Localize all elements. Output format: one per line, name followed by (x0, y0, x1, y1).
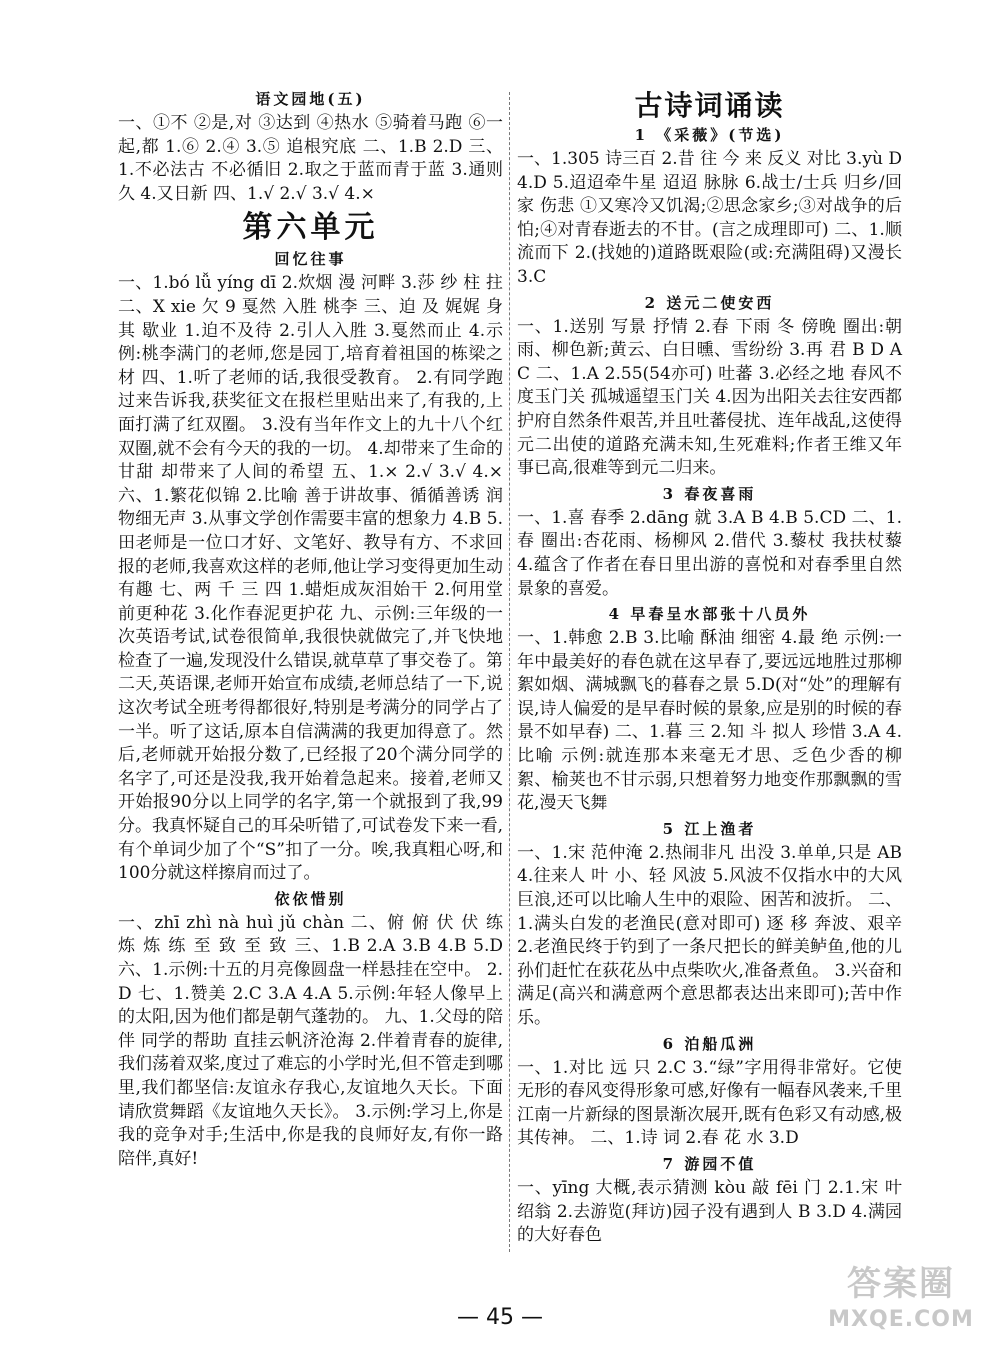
poem-title-4: 4 早春呈水部张十八员外 (608, 605, 811, 624)
poem-answers-2: 一、1.送别 写景 抒情 2.春 下雨 冬 傍晚 圈出:朝雨、柳色新;黄云、白日曛、雪纷纷 3.再 君 B D A C 二、1.A 2.55(54亦可) 吐蕃 3.必经之地 春风不度玉门关 孤城遥望玉门关 4.因为出阳关去往安西都护府自然条件艰苦,并且吐蕃侵扰、连年战乱,这使得元二出使的道路充满未知,生死难料;作者王维又年事已高,很难等到元二归来。 (517, 316, 902, 479)
poem-answers-1: 一、1.305 诗三百 2.昔 往 今 来 反义 对比 3.yù D 4.D 5.迢迢牵牛星 迢迢 脉脉 6.战士/士兵 归乡/回家 伤悲 ①又寒冷又饥渴;②思念家乡;③对战争的后怕;④对青春逝去的不甘。(言之成理即可) 二、1.顺流而下 2.(找她的)道路既艰险(或:充满阻碍)又漫长 3.C (517, 149, 902, 287)
poems-main-title: 古诗词诵读 (634, 89, 785, 122)
poem-title-3: 3 春夜喜雨 (662, 484, 757, 503)
poem-answers-6: 一、1.对比 远 只 2.C 3.“绿”字用得非常好。它使无形的春风变得形象可感,好像有一幅春风袭来,千里江南一片新绿的图景渐次展开,既有色彩又有动感,极其传神。 二、1.诗 词 2.春 花 水 3.D (517, 1057, 902, 1149)
poem-answers-7: 一、yīng 大概,表示猜测 kòu 敲 fēi 门 2.1.宋 叶绍翁 2.去游览(拜访)园子没有遇到人 B 3.D 4.满园的大好春色 (517, 1177, 902, 1246)
unit-title: 第六单元 (242, 210, 379, 246)
poem-title-1: 1 《采薇》(节选) (634, 126, 785, 144)
poem-title-7: 7 游园不值 (662, 1154, 757, 1173)
watermark-logo (812, 1262, 990, 1342)
section-answers-huiyi-wangshi: 一、1.bó lǚ yíng dī 2.炊烟 漫 河畔 3.莎 纱 柱 拄 二、X xie 欠 9 戛然 入胜 桃李 三、迫 及 娓娓 身 其 歇业 1.迫不及待 2.引人入胜 3.戛然而止 4.示例:桃李满门的老师,您是园丁,培育着祖国的栋梁之材 四、1.听了老师的话,我很受教育。 2.有同学跑过来告诉我,获奖征文在报栏里贴出来了,有我的,上面打满了红双圈。 3.没有当年作文上的九十八个红双圈,就不会有今天的我的一切。 4.却带来了生命的甘甜 却带来了人间的希望 五、1.× 2.√ 3.√ 4.× 六、1.繁花似锦 2.比喻 善于讲故事、循循善诱 润物细无声 3.从事文学创作需要丰富的想象力 4.B 5.田老师是一位口才好、文笔好、教导有方、不求回报的老师,我喜欢这样的老师,他让学习变得更加生动有趣 七、两 千 三 四 1.蜡炬成灰泪始干 2.何用堂前更种花 3.化作春泥更护花 九、示例:三年级的一次英语考试,试卷很简单,我很快就做完了,并飞快地检查了一遍,发现没什么错误,就草草了事交卷了。第二天,英语课,老师开始宣布成绩,老师总结了一下,说这次考试全班考得都很好,特别是考满分的同学占了一半。听了这话,原本自信满满的我更加得意了。然后,老师就开始报分数了,已经报了20个满分同学的名字了,可还是没我,我开始着急起来。接着,老师又开始报90分以上同学的名字,第一个就报到了我,99分。我真怀疑自己的耳朵听错了,可试卷发下来一看,有个单词少加了个“S”扣了一分。唉,我真粗心呀,和100分就这样擦肩而过了。 (118, 273, 503, 884)
watermark-url: MXQE.COM (828, 1307, 974, 1332)
section-title-yiyi-xibie: 依依惜别 (274, 889, 347, 908)
right-column (517, 88, 902, 1250)
section-answers-yiyi-xibie: 一、zhī zhì nà huì jǔ chàn 二、俯 俯 伏 伏 练 炼 炼 练 至 致 至 致 三、1.B 2.A 3.B 4.B 5.D 六、1.示例:十五的月亮像圆盘一样悬挂在空中。 2.D 七、1.赞美 2.C 3.A 4.A 5.示例:年轻人像早上的太阳,因为他们都是朝气蓬勃的。 九、1.父母的陪伴 同学的帮助 直挂云帆济沧海 2.伴着青春的旋律,我们荡着双桨,度过了难忘的小学时光,但不管走到哪里,我们都坚信:友谊永存我心,友谊地久天长。下面请欣赏舞蹈《友谊地久天长》。 3.示例:学习上,你是我的竞争对手;生活中,你是我的良师好友,有你一路陪伴,真好! (118, 912, 503, 1169)
watermark-text: 答案圈 (847, 1264, 955, 1304)
section-title-yuwen-yuandi: 语文园地(五) (255, 90, 366, 108)
poem-answers-5: 一、1.宋 范仲淹 2.热闹非凡 出没 3.单单,只是 AB 4.往来人 叶 小、轻 风波 5.风波不仅指水中的大风巨浪,还可以比喻人生中的艰险、困苦和波折。 二、1.满头白发的老渔民(意对即可) 逐 移 奔波、艰辛 2.老渔民终于钓到了一条尺把长的鲜美鲈鱼,他的儿孙们赶忙在荻花丛中点柴吹火,准备煮鱼。 3.兴奋和满足(高兴和满意两个意思都表达出来即可);苦中作乐。 (517, 842, 902, 1028)
poem-title-6: 6 泊船瓜洲 (662, 1034, 757, 1053)
poem-title-5: 5 江上渔者 (662, 819, 757, 838)
page-number: — 45 — (457, 1305, 543, 1330)
left-column (118, 88, 503, 1173)
poem-answers-4: 一、1.韩愈 2.B 3.比喻 酥油 细密 4.最 绝 示例:一年中最美好的春色就在这早春了,要远远地胜过那柳絮如烟、满城飘飞的暮春之景 5.D(对“处”的理解有误,诗人偏爱的是早春时候的景象,应是别的时候的春景不如早春) 二、1.暮 三 2.知 斗 拟人 珍惜 3.A 4.比喻 示例:就连那本来毫无才思、乏色少香的柳絮、榆荚也不甘示弱,只想着努力地变作那飘飘的雪花,漫天飞舞 (517, 628, 902, 814)
section-title-huiyi-wangshi: 回忆往事 (274, 250, 347, 269)
section-answers-yuwen-yuandi: 一、①不 ②是,对 ③达到 ④热水 ⑤骑着马跑 ⑥一起,都 1.⑥ 2.④ 3.⑤ 追根究底 二、1.B 2.D 三、1.不必法古 不必循旧 2.取之于蓝而青于蓝 3.通则久 4.又日新 四、1.√ 2.√ 3.√ 4.× (118, 113, 503, 204)
poem-title-2: 2 送元二使安西 (644, 293, 775, 312)
poem-answers-3: 一、1.喜 春季 2.dāng 就 3.A B 4.B 5.CD 二、1.春 圈出:杏花雨、杨柳风 2.借代 3.藜杖 我扶杖藜 4.蕴含了作者在春日里出游的喜悦和对春季里自然景象的喜爱。 (517, 507, 902, 599)
column-divider (509, 92, 510, 1252)
